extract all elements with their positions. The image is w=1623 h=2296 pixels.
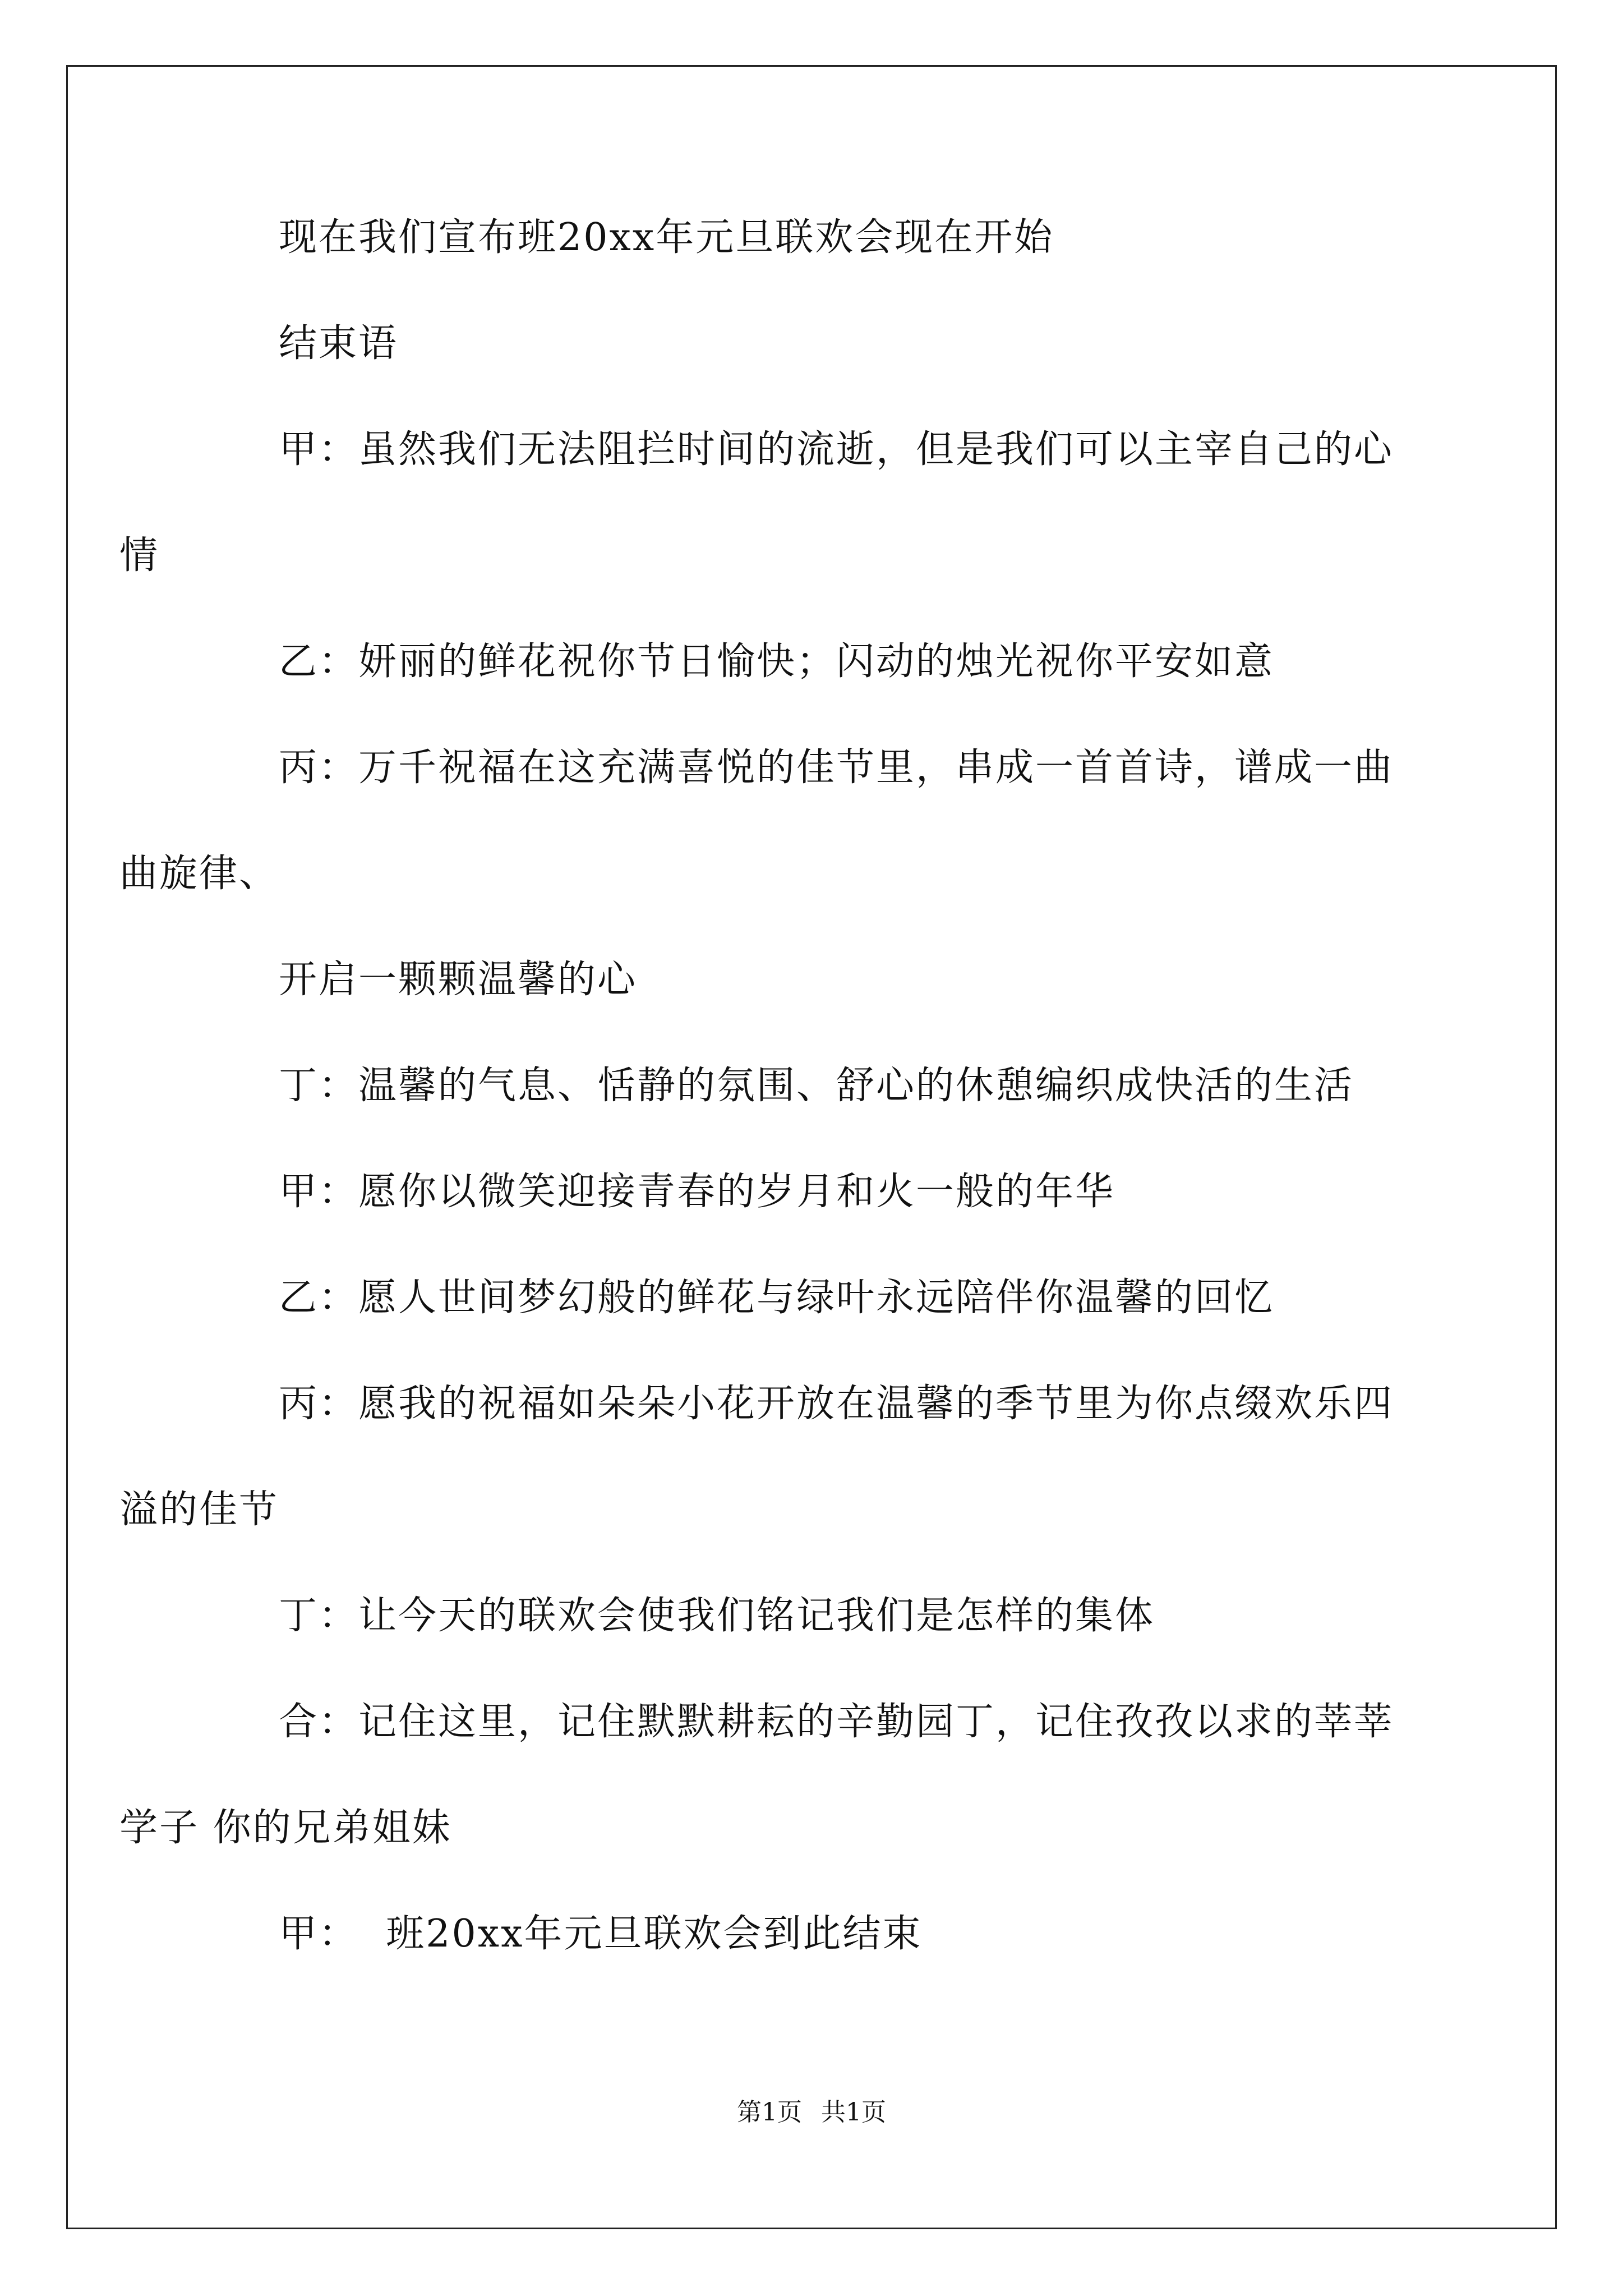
paragraph-line: 甲：虽然我们无法阻拦时间的流逝，但是我们可以主宰自己的心	[279, 427, 1394, 472]
page-footer	[0, 2096, 1623, 2129]
paragraph-line-wrap: 溢的佳节	[119, 1488, 279, 1532]
paragraph-ding-1	[199, 1059, 1433, 1113]
paragraph-yi-1	[199, 635, 1433, 689]
paragraph-opening	[199, 211, 1433, 265]
paragraph-text: 丁：温馨的气息、恬静的氛围、舒心的休憩编织成快活的生活	[279, 1064, 1354, 1108]
paragraph-text: 结束语	[279, 321, 399, 366]
paragraph-text: 开启一颗颗温馨的心	[279, 958, 638, 1002]
paragraph-line-wrap: 学子 你的兄弟姐妹	[119, 1806, 452, 1850]
page-number-current: 第1页	[737, 2098, 802, 2127]
paragraph-together	[119, 1695, 1433, 1855]
paragraph-text: 丁：让今天的联欢会使我们铭记我们是怎样的集体	[279, 1594, 1155, 1638]
paragraph-line-wrap: 曲旋律、	[119, 852, 279, 896]
paragraph-text: 甲：愿你以微笑迎接青春的岁月和火一般的年华	[279, 1170, 1115, 1214]
document-body	[119, 211, 1433, 2013]
paragraph-bing-1	[119, 741, 1433, 901]
paragraph-line: 丙：愿我的祝福如朵朵小花开放在温馨的季节里为你点缀欢乐四	[279, 1382, 1394, 1426]
paragraph-line-wrap: 情	[119, 533, 160, 578]
paragraph-bing-2	[119, 1377, 1433, 1537]
paragraph-jia-2	[199, 1165, 1433, 1219]
paragraph-line: 合：记住这里，记住默默耕耘的辛勤园丁，记住孜孜以求的莘莘	[279, 1700, 1394, 1744]
paragraph-yi-2	[199, 1271, 1433, 1325]
paragraph-text: 乙：愿人世间梦幻般的鲜花与绿叶永远陪伴你温馨的回忆	[279, 1276, 1275, 1320]
paragraph-text: 现在我们宣布班20xx年元旦联欢会现在开始	[279, 215, 1054, 260]
paragraph-continued	[199, 953, 1433, 1007]
paragraph-text: 乙：妍丽的鲜花祝你节日愉快；闪动的烛光祝你平安如意	[279, 639, 1275, 684]
paragraph-line: 丙：万千祝福在这充满喜悦的佳节里，串成一首首诗，谱成一曲	[279, 746, 1394, 790]
page-number-total: 共1页	[821, 2098, 886, 2127]
paragraph-jia-1	[119, 423, 1433, 583]
paragraph-text: 甲： 班20xx年元旦联欢会到此结束	[279, 1912, 923, 1956]
paragraph-closing-heading	[199, 317, 1433, 371]
paragraph-ding-2	[199, 1589, 1433, 1643]
paragraph-jia-final	[199, 1907, 1433, 1961]
